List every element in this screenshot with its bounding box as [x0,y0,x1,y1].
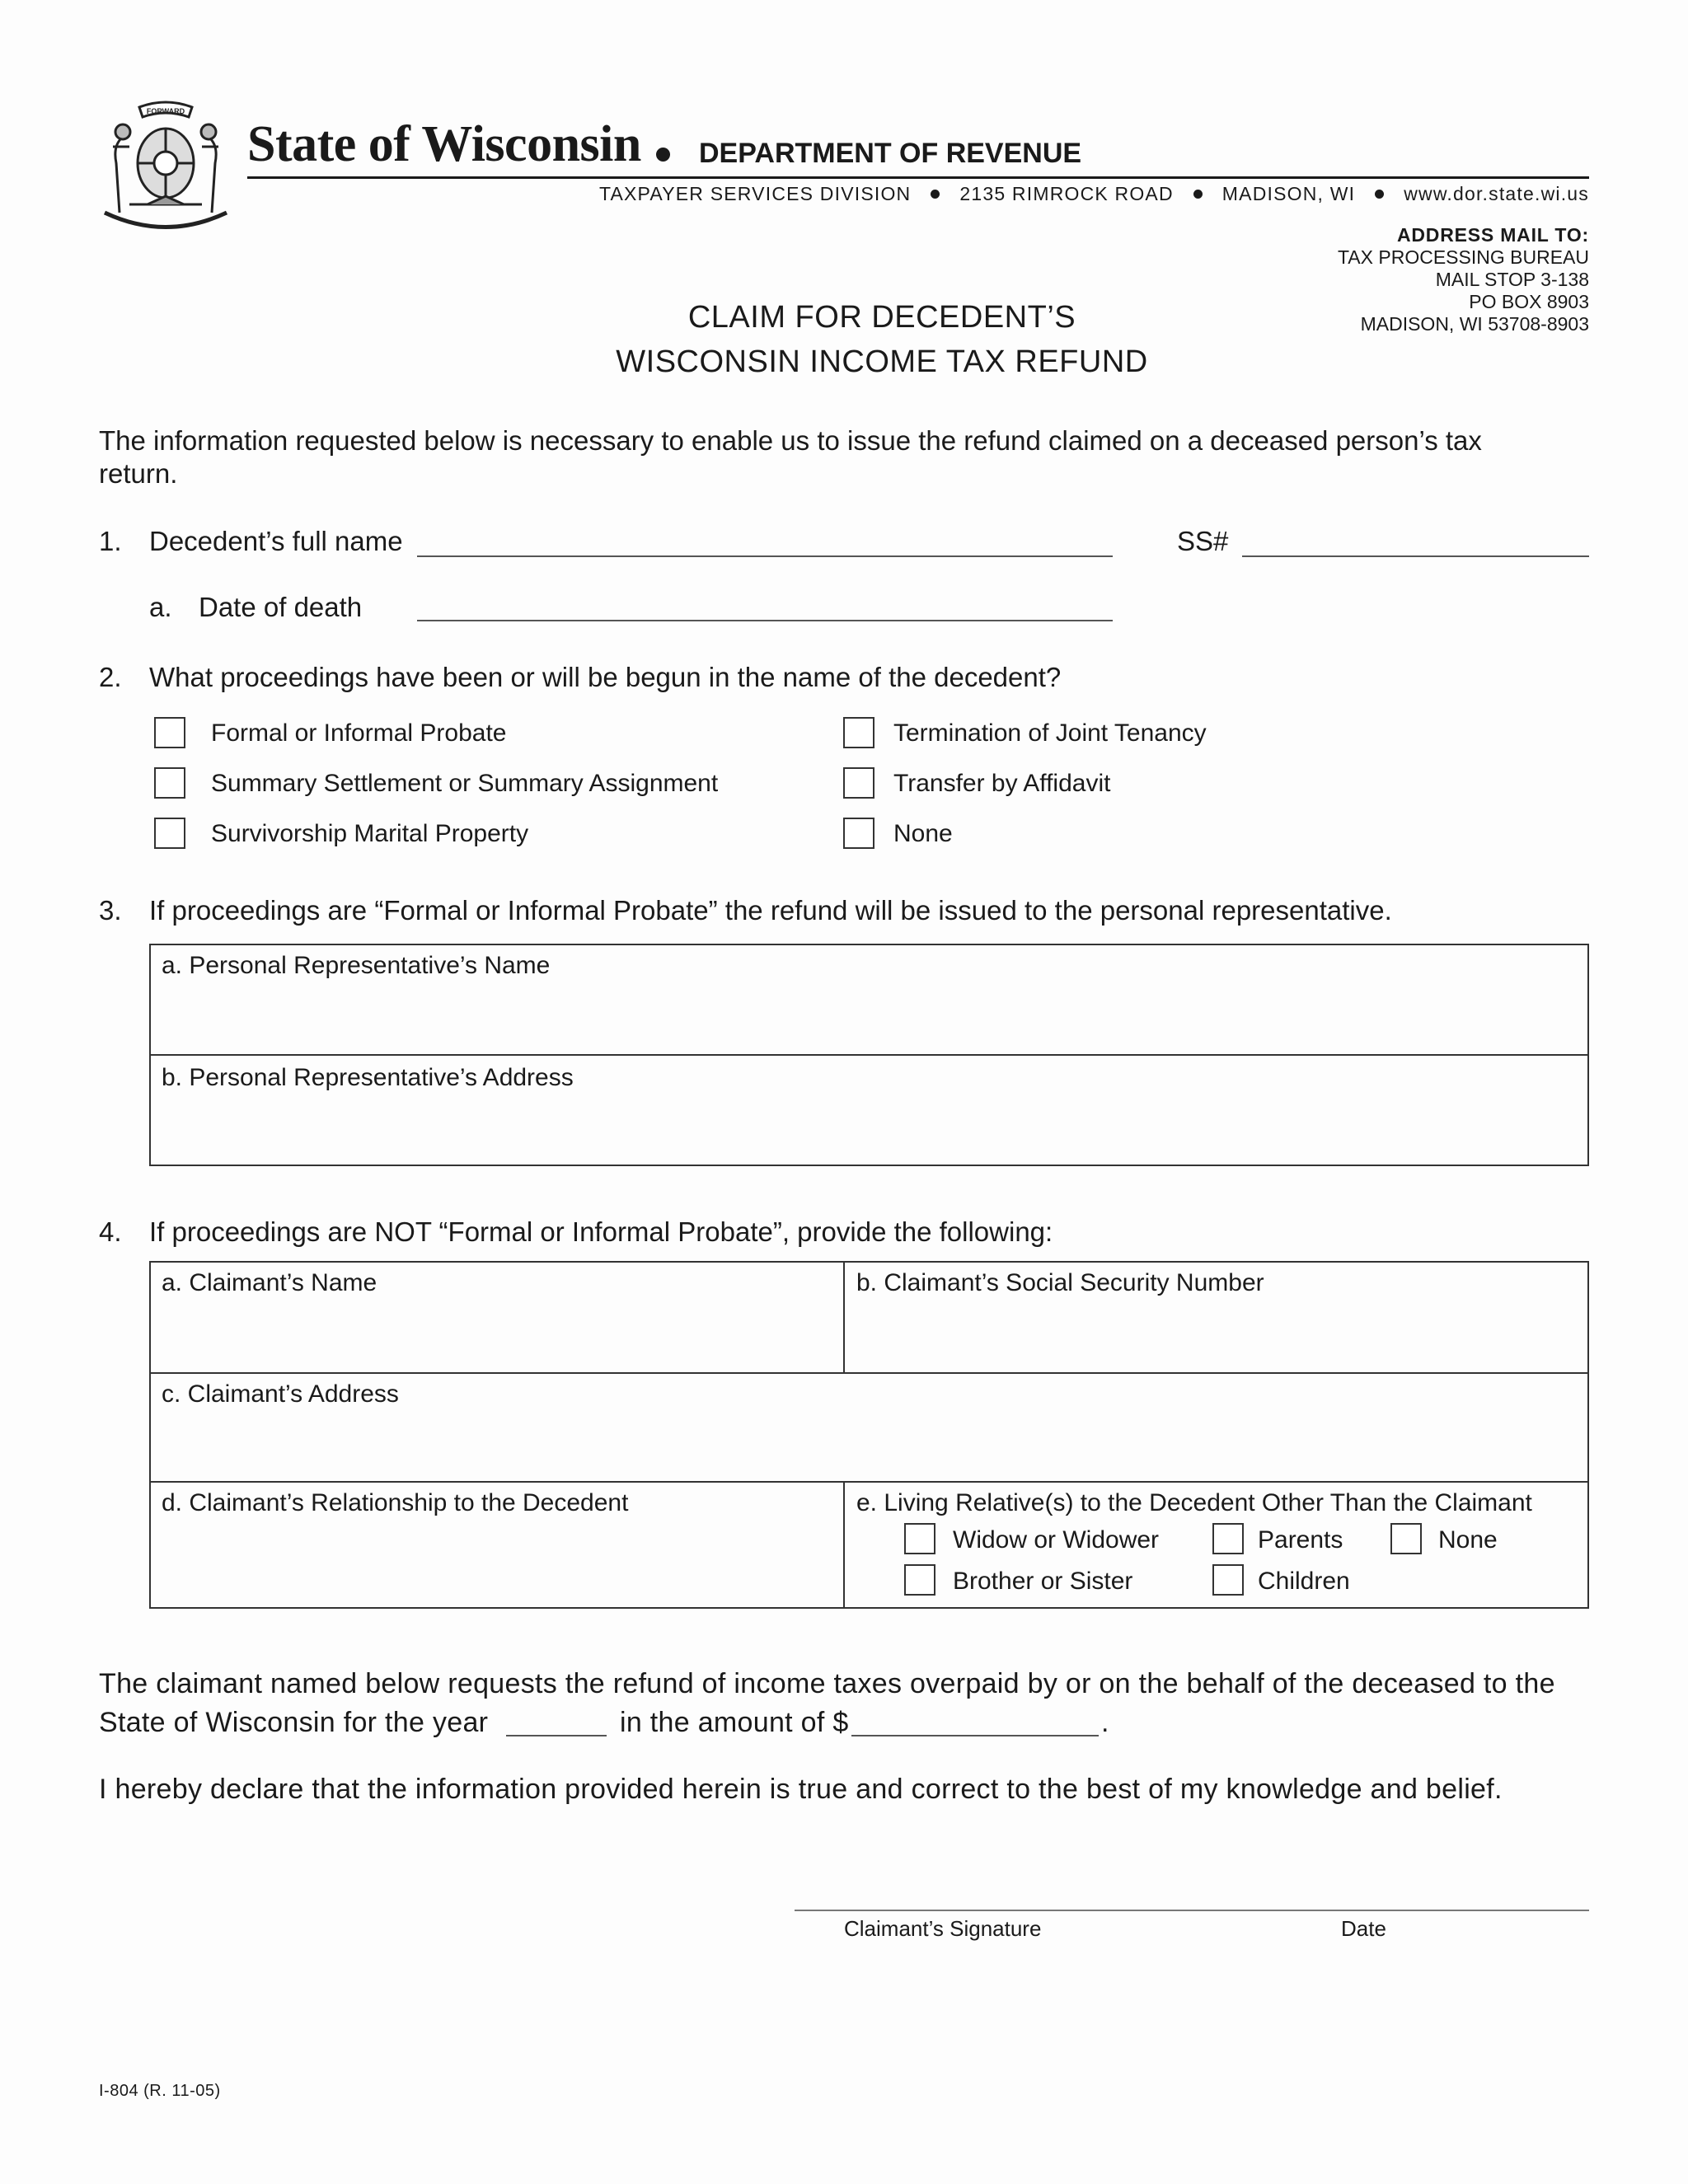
bullet-icon [931,190,940,199]
claim-year-text: State of Wisconsin for the year [99,1707,489,1738]
claimant-address-field[interactable]: c. Claimant’s Address [162,1380,399,1408]
question-1 [99,526,1589,633]
divider [843,1481,845,1609]
claimant-name-field[interactable]: a. Claimant’s Name [162,1269,377,1296]
divider [149,1481,1589,1483]
header-rule [247,176,1589,179]
mail-to-label: ADDRESS MAIL TO: [1396,224,1589,246]
claimant-ssn-field[interactable]: b. Claimant’s Social Security Number [856,1269,1264,1296]
agency-address-line [577,183,1589,205]
checkbox-relatives-none[interactable] [1390,1523,1422,1554]
form-title [495,295,1269,384]
checkbox-parents[interactable] [1212,1523,1244,1554]
state-title: State of Wisconsin [247,116,641,172]
mail-line: MAIL STOP 3-138 [1435,269,1589,290]
ss-label: SS# [1177,526,1229,556]
living-relatives-label: e. Living Relative(s) to the Decedent Other Than the Claimant [856,1489,1532,1516]
question-2 [99,662,1589,851]
relative-label: None [1438,1526,1498,1554]
claim-amount-text: in the amount of $ [620,1707,849,1738]
proceedings-question: What proceedings have been or will be begun in the name of the decedent? [149,662,1062,692]
claim-period: . [1101,1707,1109,1738]
claimant-relationship-field[interactable]: d. Claimant’s Relationship to the Decedent [162,1489,629,1516]
option-label: Formal or Informal Probate [211,719,507,747]
decedent-ssn-field[interactable] [1242,555,1589,557]
relative-label: Widow or Widower [953,1526,1160,1554]
mailing-address-block [1338,224,1589,335]
bullet-icon [1193,190,1203,199]
question-number: 3. [99,895,122,926]
probate-instruction: If proceedings are “Formal or Informal Probate” the refund will be issued to the personal representative. [149,895,1392,926]
svg-text:FORWARD: FORWARD [146,107,185,115]
date-of-death-field[interactable] [417,620,1113,621]
rep-address-field[interactable]: b. Personal Representative’s Address [162,1064,574,1091]
question-number: 4. [99,1216,122,1247]
decedent-name-label: Decedent’s full name [149,526,403,556]
relative-label: Brother or Sister [953,1568,1133,1595]
mail-line: TAX PROCESSING BUREAU [1337,246,1589,268]
form-title-line: CLAIM FOR DECEDENT’S [687,300,1076,335]
declaration: I hereby declare that the information provided herein is true and correct to the best of my knowledge and belief. [99,1774,1503,1805]
intro-paragraph: The information requested below is necessary to enable us to issue the refund claimed on a deceased person’s tax return. [99,425,1482,489]
checkbox-none[interactable] [843,818,874,849]
subitem-letter: a. [149,592,172,622]
city-text: MADISON, WI [1221,183,1356,204]
street-text: 2135 RIMROCK ROAD [959,183,1174,204]
option-label: Termination of Joint Tenancy [893,719,1207,747]
checkbox-joint-tenancy[interactable] [843,717,874,748]
divider [149,1054,1589,1056]
checkbox-formal-probate[interactable] [154,717,185,748]
bullet-icon [656,148,670,162]
divider [843,1261,845,1373]
non-probate-instruction: If proceedings are NOT “Formal or Informal Probate”, provide the following: [149,1216,1053,1247]
option-label: Summary Settlement or Summary Assignment [211,770,719,797]
tax-year-field[interactable] [506,1735,607,1736]
checkbox-survivorship-marital[interactable] [154,818,185,849]
checkbox-transfer-affidavit[interactable] [843,767,874,799]
mail-line: MADISON, WI 53708-8903 [1360,313,1589,335]
option-label: None [893,820,953,847]
mail-line: PO BOX 8903 [1469,291,1589,312]
relative-label: Children [1258,1568,1350,1595]
divider [149,1372,1589,1374]
date-label: Date [1341,1916,1386,1941]
division-text: TAXPAYER SERVICES DIVISION [598,183,912,204]
checkbox-brother-sister[interactable] [904,1564,935,1596]
rep-name-field[interactable]: a. Personal Representative’s Name [162,952,551,979]
checkbox-children[interactable] [1212,1564,1244,1596]
bullet-icon [1375,190,1384,199]
checkbox-summary-settlement[interactable] [154,767,185,799]
question-number: 1. [99,526,122,556]
claimant-box [149,1261,1589,1609]
relative-label: Parents [1258,1526,1343,1554]
form-title-line: WISCONSIN INCOME TAX REFUND [616,344,1148,379]
refund-amount-field[interactable] [851,1735,1099,1736]
form-number: I-804 (R. 11-05) [99,2082,221,2100]
state-seal-logo [96,97,235,237]
checkbox-widow-widower[interactable] [904,1523,935,1554]
option-label: Survivorship Marital Property [211,820,529,847]
signature-label: Claimant’s Signature [844,1916,1042,1941]
claim-line-1: The claimant named below requests the refund of income taxes overpaid by or on the behalf of the deceased to the [99,1668,1555,1699]
question-number: 2. [99,662,122,692]
website-link[interactable]: www.dor.state.wi.us [1404,183,1589,204]
signature-field[interactable] [795,1910,1589,1911]
date-of-death-label: Date of death [199,592,363,622]
department-name: DEPARTMENT OF REVENUE [699,138,1082,169]
decedent-name-field[interactable] [417,555,1113,557]
option-label: Transfer by Affidavit [893,770,1111,797]
